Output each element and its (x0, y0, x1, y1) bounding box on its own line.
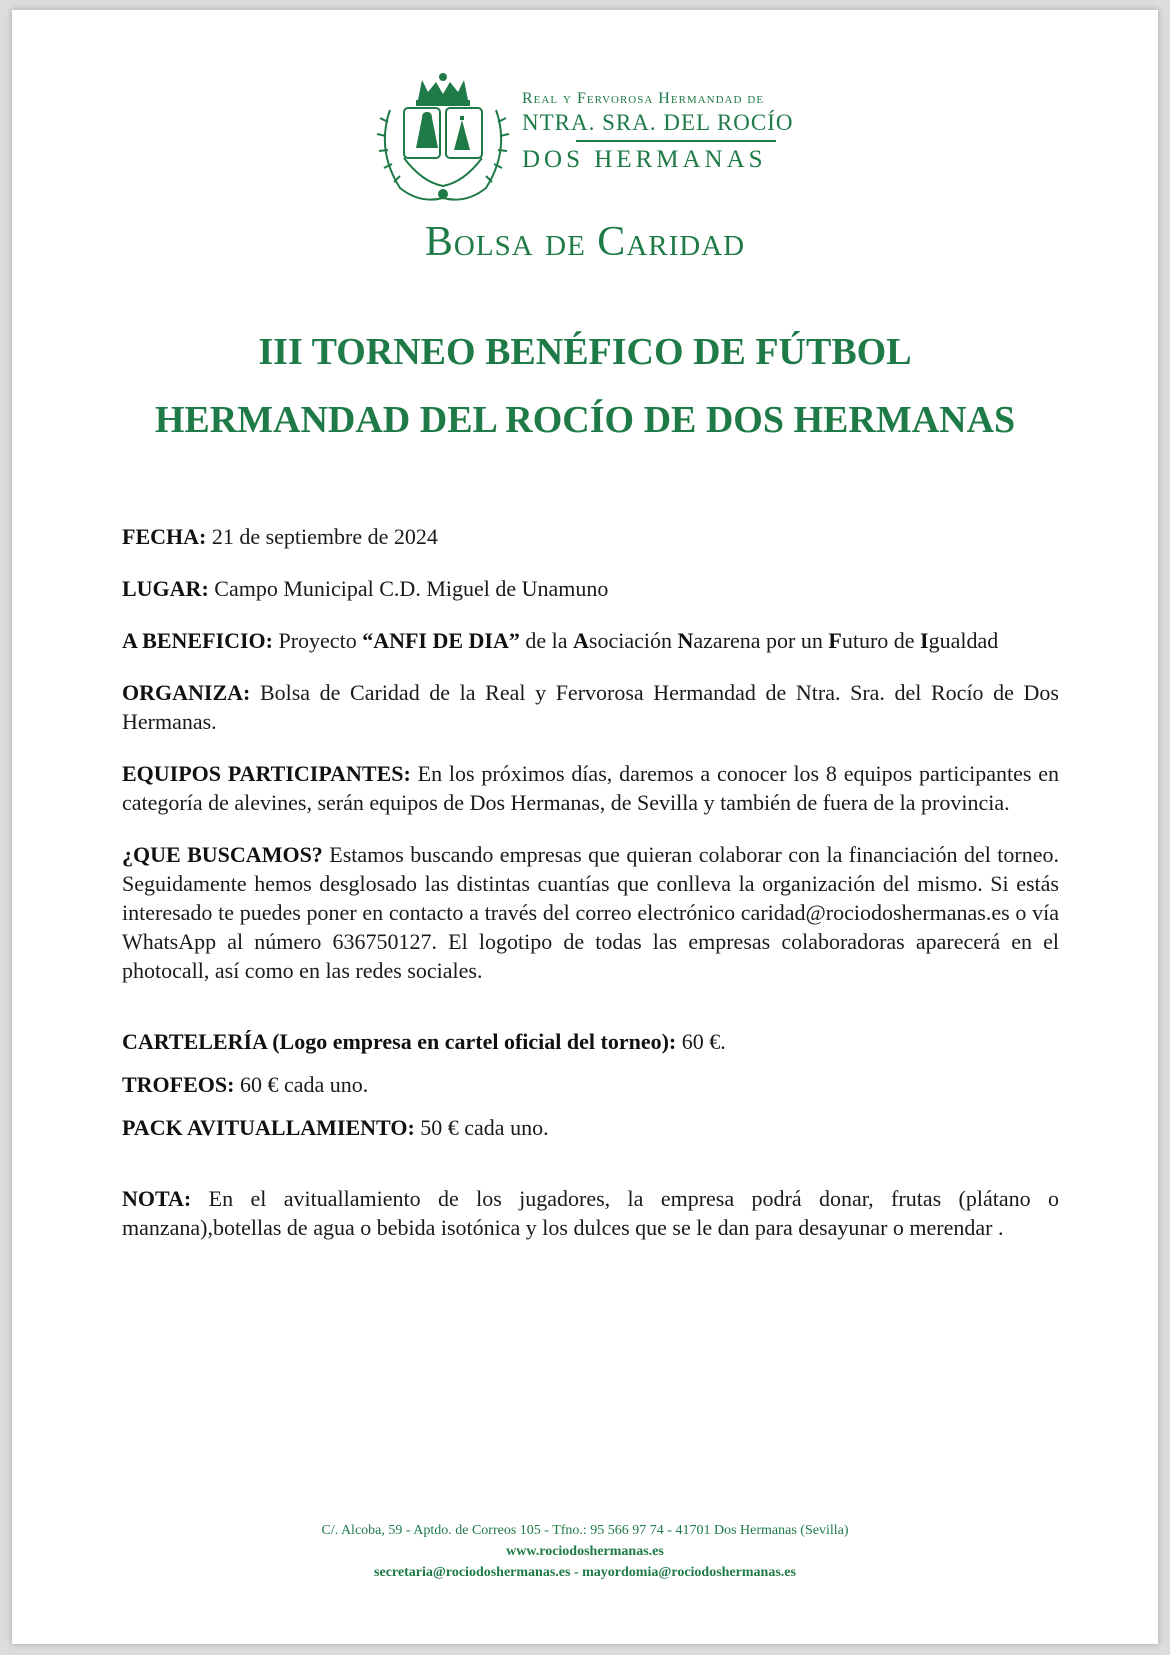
equipos-label: EQUIPOS PARTICIPANTES: (122, 761, 411, 786)
initial-n: N (677, 628, 694, 653)
fecha-value: 21 de septiembre de 2024 (206, 524, 438, 549)
lugar-paragraph (122, 574, 1059, 603)
price-label: TROFEOS: (122, 1072, 235, 1097)
price-item (122, 1027, 1059, 1056)
beneficio-project: “ANFI DE DIA” (362, 628, 520, 653)
organiza-value: Bolsa de Caridad de la Real y Fervorosa Hermandad de Ntra. Sra. del Rocío de Dos Hermanas. (122, 680, 1059, 734)
header-divider (576, 140, 776, 142)
beneficio-text-a: Proyecto (272, 628, 363, 653)
fecha-paragraph (122, 522, 1059, 551)
brotherhood-crest-logo (370, 70, 516, 210)
buscamos-value: Estamos buscando empresas que quieran colaborar con la financiación del torneo. Seguidamente hemos desglosado las distintas cuantías que conlleva la organización del mismo. Si estás interesado te puedes poner en contacto a través del correo electrónico caridad@rociodoshermanas.es o vía WhatsApp al número 636750127. El logotipo de todas las empresas colaboradoras aparecerá en el photocall, así como en las redes sociales. (122, 842, 1059, 983)
price-list (122, 1027, 1059, 1142)
nota-label: NOTA: (122, 1186, 192, 1211)
brotherhood-name (522, 90, 852, 174)
tournament-title-line-2: HERMANDAD DEL ROCÍO DE DOS HERMANAS (154, 399, 1016, 441)
section-title: Bolsa de Caridad (424, 219, 746, 265)
initial-i: I (920, 628, 929, 653)
initial-a: A (573, 628, 589, 653)
nota-value: En el avituallamiento de los jugadores, la empresa podrá donar, frutas (plátano o manzana),botellas de agua o bebida isotónica y los dulces que se le dan para desayunar o merendar . (122, 1186, 1059, 1240)
price-value: 60 € cada uno. (234, 1072, 369, 1097)
footer-emails[interactable]: secretaria@rociodoshermanas.es - mayordomia@rociodoshermanas.es (374, 1565, 796, 1580)
equipos-paragraph (122, 759, 1059, 817)
organiza-paragraph (122, 678, 1059, 736)
price-value: 60 €. (676, 1029, 726, 1054)
lugar-value: Campo Municipal C.D. Miguel de Unamuno (208, 576, 609, 601)
footer-address: C/. Alcoba, 59 - Aptdo. de Correos 105 - Tfno.: 95 566 97 74 - 41701 Dos Hermanas (Sevilla) (321, 1523, 849, 1538)
beneficio-text-f: gualdad (928, 628, 999, 653)
fecha-label: FECHA: (122, 524, 207, 549)
beneficio-label: A BENEFICIO: (122, 628, 273, 653)
tournament-title-line-1: III TORNEO BENÉFICO DE FÚTBOL (258, 331, 912, 373)
price-value: 50 € cada uno. (414, 1115, 549, 1140)
document-body (122, 522, 1059, 1265)
beneficio-text-c: sociación (588, 628, 678, 653)
price-label: PACK AVITUALLAMIENTO: (122, 1115, 415, 1140)
initial-f: F (828, 628, 842, 653)
header-line-3: DOS HERMANAS (522, 146, 767, 173)
page-footer (12, 1520, 1158, 1583)
price-label: CARTELERÍA (Logo empresa en cartel oficial del torneo): (122, 1029, 677, 1054)
lugar-label: LUGAR: (122, 576, 209, 601)
beneficio-text-b: de la (519, 628, 574, 653)
document-page (12, 10, 1158, 1644)
buscamos-label: ¿QUE BUSCAMOS? (122, 842, 323, 867)
buscamos-paragraph (122, 840, 1059, 985)
footer-website-link[interactable]: www.rociodoshermanas.es (506, 1544, 664, 1559)
equipos-value: En los próximos días, daremos a conocer los 8 equipos participantes en categoría de alevines, serán equipos de Dos Hermanas, de Sevilla y también de fuera de la provincia. (122, 761, 1059, 815)
nota-paragraph (122, 1184, 1059, 1242)
beneficio-text-e: uturo de (841, 628, 921, 653)
organiza-label: ORGANIZA: (122, 680, 251, 705)
price-item (122, 1070, 1059, 1099)
header-line-1: Real y Fervorosa Hermandad de (522, 90, 765, 107)
beneficio-text-d: azarena por un (693, 628, 829, 653)
price-item (122, 1113, 1059, 1142)
beneficio-paragraph (122, 626, 1059, 655)
header-line-2: NTRA. SRA. DEL ROCÍO (522, 110, 794, 135)
